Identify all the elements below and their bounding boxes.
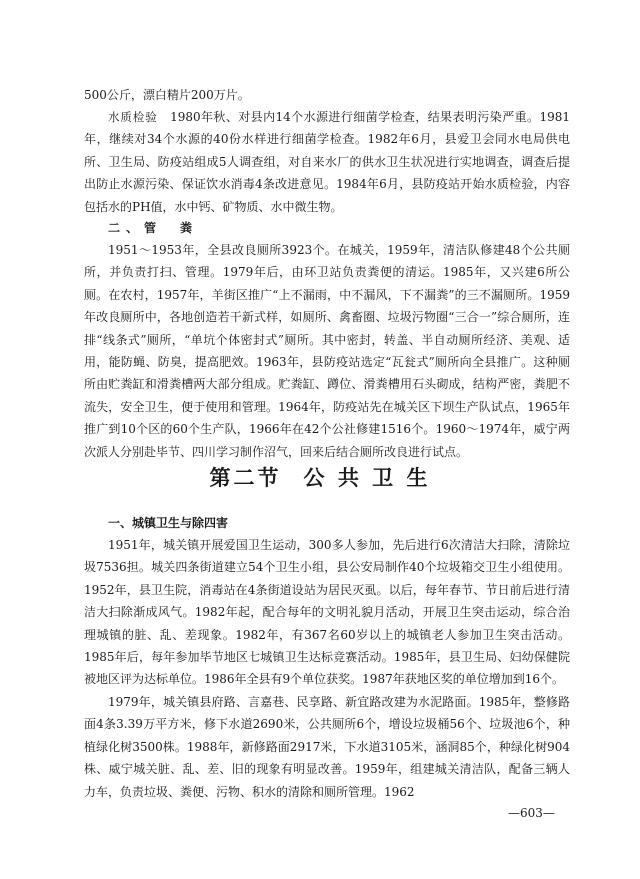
section-title — [0, 464, 640, 492]
section-number: 第二节 — [209, 465, 282, 490]
heading-manure-management: 二、管 粪 — [108, 221, 199, 235]
paragraph-disinfectant: 500公斤，漂白精片200万片。 — [84, 88, 250, 102]
paragraph-patriotic-hygiene: 1951年，城关镇开展爱国卫生运动，300多人参加，先后进行6次清洁大扫除，清除垃圾7536担。城关四条街道建立54个卫生小组，县公安局制作40个垃圾箱交卫生小组使用。1952年，县卫生院，消毒站在4条街道设站为居民灭虱。以后，每年春节、节日前后进行清洁大扫除渐成风气。1982年起，配合每年的文明礼貌月活动，开展卫生突击运动，综合治理城镇的脏、乱、差现象。1982年，有367名60岁以上的城镇老人参加卫生突击活动。1985年后，每年参加毕节地区七城镇卫生达标竞赛活动。1985年，县卫生局、妇幼保健院被地区评为达标单位。1986年全县有9个单位获奖。1987年获地区奖的单位增加到16个。 — [84, 538, 570, 687]
paragraph-lead-water-testing: 水质检验 — [108, 110, 158, 124]
paragraph-water-testing-text: 1980年秋、对县内14个水源进行细菌学检查，结果表明污染严重。1981年，继续对34个水源的40份水样进行细菌学检查。1982年6月，县爱卫会同水电局供电所、卫生局、防疫站组成5人调查组，对自来水厂的供水卫生状况进行实地调查，调查后提出防止水源污染、保证饮水消毒4条改进意见。1984年6月，县防疫站开始水质检验，内容包括水的PH值，水中钙、矿物质、水中微生物。 — [84, 110, 570, 214]
section-name: 公 共 卫 生 — [303, 465, 431, 490]
paragraph-road-construction: 1979年，城关镇县府路、言嘉巷、民享路、新宜路改建为水泥路面。1985年，整修路面4条3.39万平方米，修下水道2690米，公共厕所6个，增设垃圾桶56个、垃圾池6个，种植绿化树3500株。1988年，新修路面2917米，下水道3105米，涵洞85个，种绿化树904株、威宁城关脏、乱、差、旧的现象有明显改善。1959年，组建城关清洁队，配备三辆人力车，负责垃圾、粪便、污物、积水的清除和厕所管理。1962 — [84, 695, 570, 799]
page-number: —603— — [508, 806, 555, 820]
paragraph-water-testing — [84, 106, 570, 218]
paragraph-toilet-improvement: 1951～1953年，全县改良厕所3923个。在城关，1959年，清洁队修建48个公共厕所，并负责打扫、管理。1979年后，由环卫站负责粪便的清运。1985年，又兴建6所公厕。在农村，1957年，羊街区推广“上不漏雨，中不漏风，下不漏粪”的三不漏厕所。1959年改良厕所中，各地创造若干新式样，如厕所、禽畜圈、垃圾污物圈“三合一”综合厕所，连排“线条式”厕所，“单坑个体密封式”厕所。其中密封，转盖、半自动厕所经济、美观、适用，能防蝇、防臭，提高肥效。1963年，县防疫站选定“瓦瓮式”厕所向全县推广。这种厕所由贮粪缸和滑粪槽两大部分组成。贮粪缸、蹲位、滑粪槽用石头砌成，结构严密，粪肥不流失，安全卫生，便于使用和管理。1964年，防疫站先在城关区下坝生产队试点，1965年推广到10个区的60个生产队，1966年在42个公社修建1516个。1960～1974年，威宁两次派人分别赴毕节、四川学习制作沼气，回来后结合厕所改良进行试点。 — [84, 243, 570, 459]
heading-town-hygiene: 一、城镇卫生与除四害 — [108, 516, 229, 530]
